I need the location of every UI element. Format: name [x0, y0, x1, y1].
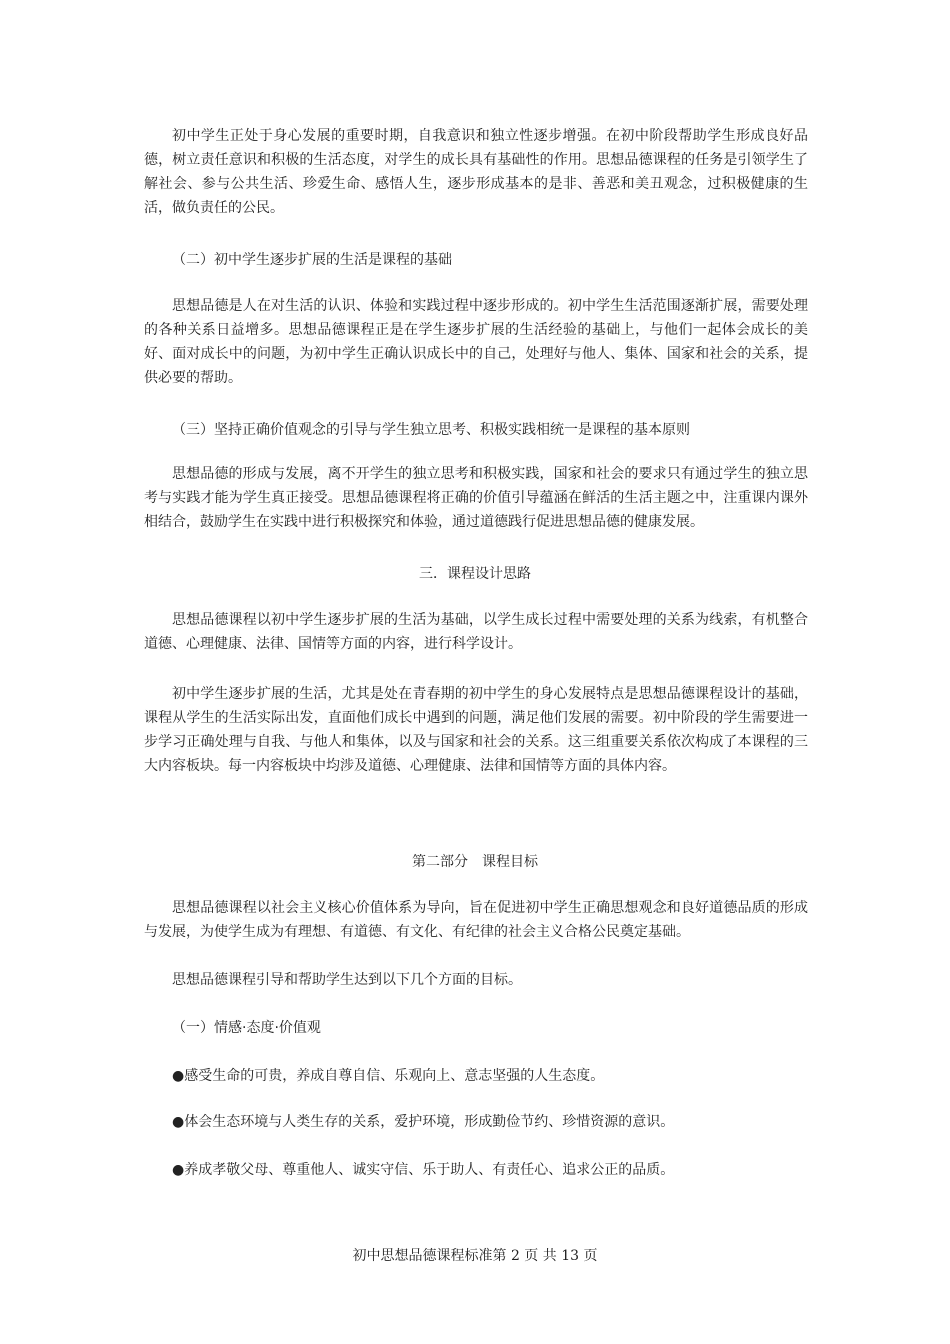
paragraph-6: 思想品德课程以社会主义核心价值体系为导向，旨在促进初中学生正确思想观念和良好道德品质的形成与发展，为使学生成为有理想、有道德、有文化、有纪律的社会主义合格公民奠定基础。 — [144, 900, 808, 940]
subheading-goals-1: （一）情感·态度·价值观 — [172, 1020, 321, 1036]
subheading-2: （二）初中学生逐步扩展的生活是课程的基础 — [172, 252, 452, 268]
paragraph-2: 思想品德是人在对生活的认识、体验和实践过程中逐步形成的。初中学生生活范围逐渐扩展，需要处理的各种关系日益增多。思想品德课程正是在学生逐步扩展的生活经验的基础上，与他们一起体会成长的美好、面对成长中的问题，为初中学生正确认识成长中的自己，处理好与他人、集体、国家和社会的关系，提供必要的帮助。 — [144, 298, 808, 386]
paragraph-3: 思想品德的形成与发展，离不开学生的独立思考和积极实践，国家和社会的要求只有通过学生的独立思考与实践才能为学生真正接受。思想品德课程将正确的价值引导蕴涵在鲜活的生活主题之中，注重课内课外相结合，鼓励学生在实践中进行积极探究和体验，通过道德践行促进思想品德的健康发展。 — [144, 466, 808, 530]
page-footer: 初中思想品德课程标准第 2 页 共 13 页 — [352, 1248, 598, 1264]
paragraph-7: 思想品德课程引导和帮助学生达到以下几个方面的目标。 — [172, 972, 522, 988]
paragraph-5: 初中学生逐步扩展的生活，尤其是处在青春期的初中学生的身心发展特点是思想品德课程设计的基础，课程从学生的生活实际出发，直面他们成长中遇到的问题，满足他们发展的需要。初中阶段的学生需要进一步学习正确处理与自我、与他人和集体，以及与国家和社会的关系。这三组重要关系依次构成了本课程的三大内容板块。每一内容板块中均涉及道德、心理健康、法律和国情等方面的具体内容。 — [144, 686, 808, 774]
part-title: 第二部分 课程目标 — [412, 854, 538, 870]
paragraph-intro: 初中学生正处于身心发展的重要时期，自我意识和独立性逐步增强。在初中阶段帮助学生形成良好品德，树立责任意识和积极的生活态度，对学生的成长具有基础性的作用。思想品德课程的任务是引领学生了解社会、参与公共生活、珍爱生命、感悟人生，逐步形成基本的是非、善恶和美丑观念，过积极健康的生活，做负责任的公民。 — [144, 128, 808, 216]
paragraph-4: 思想品德课程以初中学生逐步扩展的生活为基础，以学生成长过程中需要处理的关系为线索，有机整合道德、心理健康、法律、国情等方面的内容，进行科学设计。 — [144, 612, 808, 652]
subheading-3: （三）坚持正确价值观念的引导与学生独立思考、积极实践相统一是课程的基本原则 — [172, 422, 690, 438]
bullet-item: ●体会生态环境与人类生存的关系，爱护环境，形成勤俭节约、珍惜资源的意识。 — [172, 1114, 675, 1130]
section-heading-3: 三．课程设计思路 — [419, 566, 531, 582]
bullet-item: ●感受生命的可贵，养成自尊自信、乐观向上、意志坚强的人生态度。 — [172, 1068, 605, 1084]
bullet-item: ●养成孝敬父母、尊重他人、诚实守信、乐于助人、有责任心、追求公正的品质。 — [172, 1162, 675, 1178]
